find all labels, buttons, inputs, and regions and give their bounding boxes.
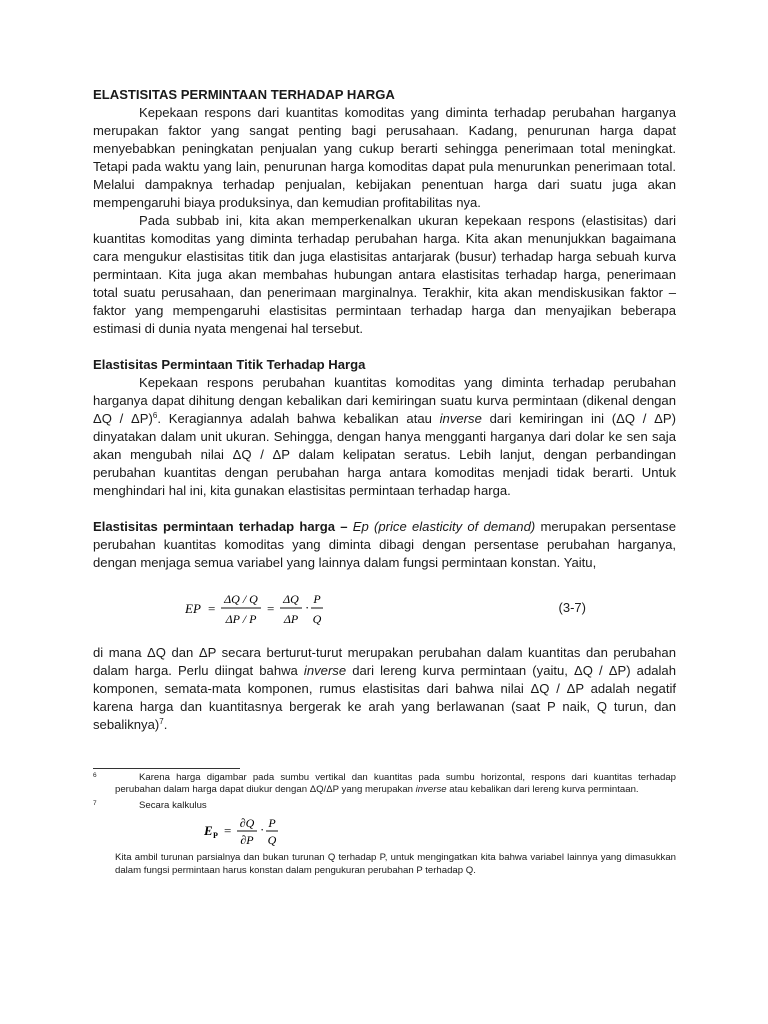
svg-text:·: ·: [260, 822, 265, 838]
svg-text:=: =: [224, 823, 232, 839]
svg-text:Q: Q: [267, 833, 277, 848]
definition-term: Elastisitas permintaan terhadap harga –: [93, 519, 353, 534]
footnote-mark: 6: [93, 772, 97, 779]
svg-text:P: P: [213, 831, 218, 841]
paragraph-point-elasticity: Kepekaan respons perubahan kuantitas komoditas yang diminta terhadap perubahan harganya dapat dihitung dengan kebalikan dari kemiringan suatu kurva permintaan (dikenal dengan ΔQ / ΔP)$^6$. Keragiannya adalah bahwa kebalikan atau inverse dari kemiringan ini (ΔQ / ΔP) dinyatakan dalam unit ukuran. Sehingga, dengan hanya mengganti harganya dari dolar ke sen saja akan mengubah nilai ΔQ / ΔP dalam kelipatan seratus. Lebih lanjut, dengan perbandingan perubahan kuantitas dengan perubahan harga antara komoditas menjadi tidak berarti. Untuk menghindari hal ini, kita gunakan elastisitas permintaan terhadap harga.: [93, 375, 677, 498]
svg-text:ΔP / P: ΔP / P: [225, 612, 257, 626]
footnote-7-text: Kita ambil turunan parsialnya dan bukan turunan Q terhadap P, untuk mengingatkan kita bahwa variabel lainnya yang dimasukkan dalam fungsi permintaan harus konstan dalam pengukuran perubahan P terhadap Q.: [115, 852, 676, 876]
footnote-ref-7[interactable]: 7: [159, 717, 164, 726]
svg-text:ΔQ: ΔQ: [283, 592, 299, 606]
paragraph-subsection-overview: Pada subbab ini, kita akan memperkenalkan ukuran kepekaan respons (elastisitas) dari kuantitas komoditas yang diminta terhadap perubahan harga. Kita akan menunjukkan bagaimana cara mengukur elastisitas titik dan juga elastisitas antarjarak (busur) terhadap harga sebuah kurva permintaan. Kita juga akan membahas hubungan antara elastisitas terhadap harga, penerimaan total suatu perusahaan, dan penerimaan marginalnya. Terakhir, kita akan mendiskusikan faktor – faktor yang mempengaruhi elastisitas permintaan terhadap harga dan menyajikan beberapa estimasi di dunia nyata mengenai hal tersebut.: [93, 213, 676, 336]
svg-text:E: E: [204, 823, 213, 839]
svg-text:P: P: [313, 592, 321, 606]
footnote-mark: 7: [93, 799, 97, 807]
svg-text:·: ·: [305, 600, 310, 615]
paragraph-intro: Kepekaan respons dari kuantitas komoditas yang diminta terhadap perubahan harganya merupakan faktor yang sangat penting bagi perusahaan. Kadang, penurunan harga dapat menyebabkan peningkatan penjualan yang cukup berarti sehingga penerimaan total meningkat. Tetapi pada waktu yang lain, penurunan harga komoditas dapat pula menurunkan penerimaan total. Melalui dampaknya terhadap penjualan, kebijakan penentuan harga dari suatu juga akan mempengaruhi biaya produksinya, dan kemudian profitabilitas nya.: [93, 105, 676, 210]
equation-number: (3-7): [558, 600, 586, 615]
svg-text:ΔQ / Q: ΔQ / Q: [224, 592, 258, 606]
footnote-6-text: Karena harga digambar pada sumbu vertikal dan kuantitas pada sumbu horizontal, respons dari kuantitas terhadap perubahan dalam harga dapat diukur dengan ΔQ/ΔP yang merupakan inverse atau kebalikan dari lereng kurva permintaan.: [115, 772, 676, 796]
paragraph-explanation: di mana ΔQ dan ΔP secara berturut-turut merupakan perubahan dalam kuantitas dan perubahan dalam harga. Perlu diingat bahwa inverse dari lereng kurva permintaan (yaitu, ΔQ / ΔP) adalah komponen, semata-mata komponen, rumus elastisitas dari bahwa nilai ΔQ / ΔP adalah negatif karena harga dan kuantitasnya bergerak ke arah yang berlawanan (saat P naik, Q turun, dan sebaliknya)$^7$.: [93, 645, 676, 732]
formula-lhs: EP: [185, 601, 201, 616]
svg-text:∂Q: ∂Q: [239, 816, 255, 831]
footnote-ref-6[interactable]: 6: [152, 411, 158, 420]
footnote-divider: [93, 768, 240, 769]
subsection-heading: Elastisitas Permintaan Titik Terhadap Harga: [93, 357, 366, 372]
svg-text:=: =: [208, 601, 216, 616]
footnote-6: [93, 772, 676, 797]
document-page: [93, 86, 676, 877]
svg-text:∂P: ∂P: [240, 833, 254, 848]
svg-text:P: P: [268, 816, 276, 831]
svg-text:Q: Q: [312, 612, 322, 626]
equation-3-7: [93, 588, 676, 630]
svg-text:ΔP: ΔP: [283, 612, 299, 626]
footnote-7: [93, 800, 676, 877]
footnote-7-equation: [93, 814, 676, 850]
svg-text:=: =: [267, 601, 275, 616]
section-heading: ELASTISITAS PERMINTAAN TERHADAP HARGA: [93, 87, 395, 102]
elasticity-formula: [185, 588, 345, 630]
paragraph-definition: Elastisitas permintaan terhadap harga – Ep (price elasticity of demand) merupakan persentase perubahan kuantitas komoditas yang diminta dibagi dengan persentase perubahan harganya, dengan menjaga semua variabel yang lainnya dalam fungsi permintaan konstan. Yaitu,: [93, 519, 676, 570]
footnote-7-intro: Secara kalkulus: [139, 799, 207, 811]
partial-elasticity-formula: [204, 814, 294, 850]
